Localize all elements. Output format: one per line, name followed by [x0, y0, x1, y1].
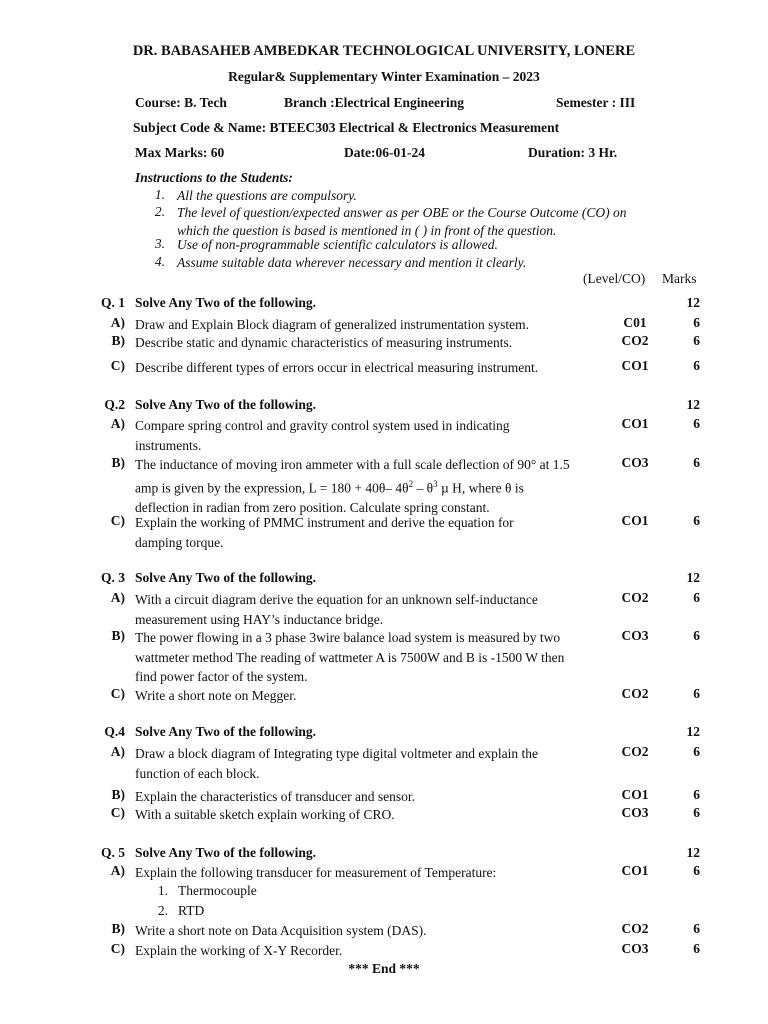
exam-date: Date:06-01-24 [344, 145, 425, 160]
question-title: Solve Any Two of the following. [135, 845, 317, 860]
part-label: C) [110, 358, 125, 373]
subject: Subject Code & Name: BTEEC303 Electrical & Electronics Measurement [133, 120, 560, 135]
part-marks: 6 [693, 941, 700, 956]
part-label: C) [110, 941, 125, 956]
part-marks: 6 [693, 513, 700, 528]
part-label: B) [111, 333, 125, 348]
part-co: CO3 [621, 941, 649, 956]
part-marks: 6 [693, 333, 700, 348]
max-marks: Max Marks: 60 [135, 145, 225, 160]
part-marks: 6 [693, 590, 700, 605]
part-marks: 6 [693, 805, 700, 820]
part-label: A) [110, 416, 125, 431]
part-co: CO1 [621, 358, 649, 373]
part-co: CO2 [621, 333, 649, 348]
part-text: The power flowing in a 3 phase 3wire balance load system is measured by two wattmeter method The reading of wattmeter A is 7500W and B is -1500 W then find power factor of the system. [135, 630, 565, 684]
course: Course: B. Tech [135, 95, 227, 110]
instruction-num: 3. [154, 236, 165, 251]
part-text: Describe static and dynamic characteristics of measuring instruments. [135, 335, 513, 350]
part-co: CO3 [621, 628, 649, 643]
question-marks: 12 [686, 397, 700, 412]
part-label: C) [110, 805, 125, 820]
part-co: CO1 [621, 863, 649, 878]
part-marks: 6 [693, 416, 700, 431]
question-title: Solve Any Two of the following. [135, 295, 317, 310]
question-number: Q.2 [104, 397, 125, 412]
part-marks: 6 [693, 628, 700, 643]
question-title: Solve Any Two of the following. [135, 724, 317, 739]
question-title: Solve Any Two of the following. [135, 397, 317, 412]
part-co: CO2 [621, 744, 649, 759]
duration: Duration: 3 Hr. [528, 145, 618, 160]
part-co: CO1 [621, 416, 649, 431]
question-marks: 12 [686, 845, 700, 860]
part-text: The inductance of moving iron ammeter with a full scale deflection of 90° at 1.5 amp is given by the expression, L = 180 + 40θ– $4\theta^2 - \theta^3$ µ H, where θ is deflection in radian from zero position. Calculate spring constant. [135, 457, 570, 515]
part-text: Explain the working of X-Y Recorder. [135, 943, 343, 958]
instructions-heading: Instructions to the Students: [135, 170, 293, 185]
subitem-num: 1. [157, 883, 168, 898]
instruction-item: All the questions are compulsory. [177, 188, 357, 203]
part-co: CO2 [621, 921, 649, 936]
part-text: Explain the characteristics of transducer and sensor. [135, 789, 416, 804]
part-text: With a suitable sketch explain working of CRO. [135, 807, 395, 822]
question-marks: 12 [686, 570, 700, 585]
question-marks: 12 [686, 295, 700, 310]
part-co: CO2 [621, 686, 649, 701]
instruction-num: 4. [154, 254, 165, 269]
part-co: CO2 [621, 590, 649, 605]
marks-header: Marks [662, 271, 697, 286]
part-co: CO1 [621, 513, 649, 528]
part-label: C) [110, 686, 125, 701]
part-text: Explain the working of PMMC instrument and derive the equation for damping torque. [135, 515, 514, 550]
part-text: Compare spring control and gravity control system used in indicating instruments. [135, 418, 510, 453]
part-label: A) [110, 744, 125, 759]
level-co-header: (Level/CO) [583, 271, 646, 286]
part-text: Draw a block diagram of Integrating type digital voltmeter and explain the function of each block. [135, 746, 538, 781]
part-marks: 6 [693, 358, 700, 373]
subitem-text: Thermocouple [178, 883, 257, 898]
exam-title: Regular& Supplementary Winter Examination – 2023 [228, 69, 540, 84]
part-label: C) [110, 513, 125, 528]
semester: Semester : III [556, 95, 636, 110]
end-marker: *** End *** [348, 961, 420, 976]
university-name: DR. BABASAHEB AMBEDKAR TECHNOLOGICAL UNIVERSITY, LONERE [132, 43, 636, 59]
part-label: B) [111, 787, 125, 802]
instruction-num: 2. [154, 204, 165, 219]
part-label: B) [111, 921, 125, 936]
instruction-num: 1. [154, 187, 165, 202]
part-text: Write a short note on Data Acquisition system (DAS). [135, 923, 427, 938]
part-text: With a circuit diagram derive the equation for an unknown self-inductance measurement using HAY’s inductance bridge. [135, 592, 538, 627]
question-number: Q. 5 [100, 845, 125, 860]
instruction-item: Assume suitable data wherever necessary and mention it clearly. [177, 255, 527, 270]
part-label: B) [111, 455, 125, 470]
question-title: Solve Any Two of the following. [135, 570, 317, 585]
part-text: Explain the following transducer for measurement of Temperature: [135, 865, 497, 880]
instruction-item: Use of non-programmable scientific calculators is allowed. [177, 237, 498, 252]
part-co: CO3 [621, 805, 649, 820]
part-label: A) [110, 863, 125, 878]
part-label: B) [111, 628, 125, 643]
question-marks: 12 [686, 724, 700, 739]
part-marks: 6 [693, 744, 700, 759]
part-marks: 6 [693, 863, 700, 878]
subitem-text: RTD [178, 903, 205, 918]
part-marks: 6 [693, 921, 700, 936]
part-text: Write a short note on Megger. [135, 688, 297, 703]
instruction-item: The level of question/expected answer as per OBE or the Course Outcome (CO) on which the question is based is mentioned in ( ) in front of the question. [177, 205, 627, 238]
part-label: A) [110, 590, 125, 605]
part-marks: 6 [693, 686, 700, 701]
part-marks: 6 [693, 787, 700, 802]
subitem-num: 2. [157, 903, 168, 918]
question-number: Q. 1 [100, 295, 125, 310]
question-number: Q.4 [104, 724, 125, 739]
part-text: Draw and Explain Block diagram of generalized instrumentation system. [135, 317, 530, 332]
branch: Branch :Electrical Engineering [284, 95, 464, 110]
part-co: CO3 [621, 455, 649, 470]
part-text: Describe different types of errors occur in electrical measuring instrument. [135, 360, 539, 375]
part-marks: 6 [693, 455, 700, 470]
part-marks: 6 [693, 315, 700, 330]
part-co: CO1 [621, 787, 649, 802]
question-number: Q. 3 [100, 570, 125, 585]
part-co: C01 [623, 315, 647, 330]
part-label: A) [110, 315, 125, 330]
